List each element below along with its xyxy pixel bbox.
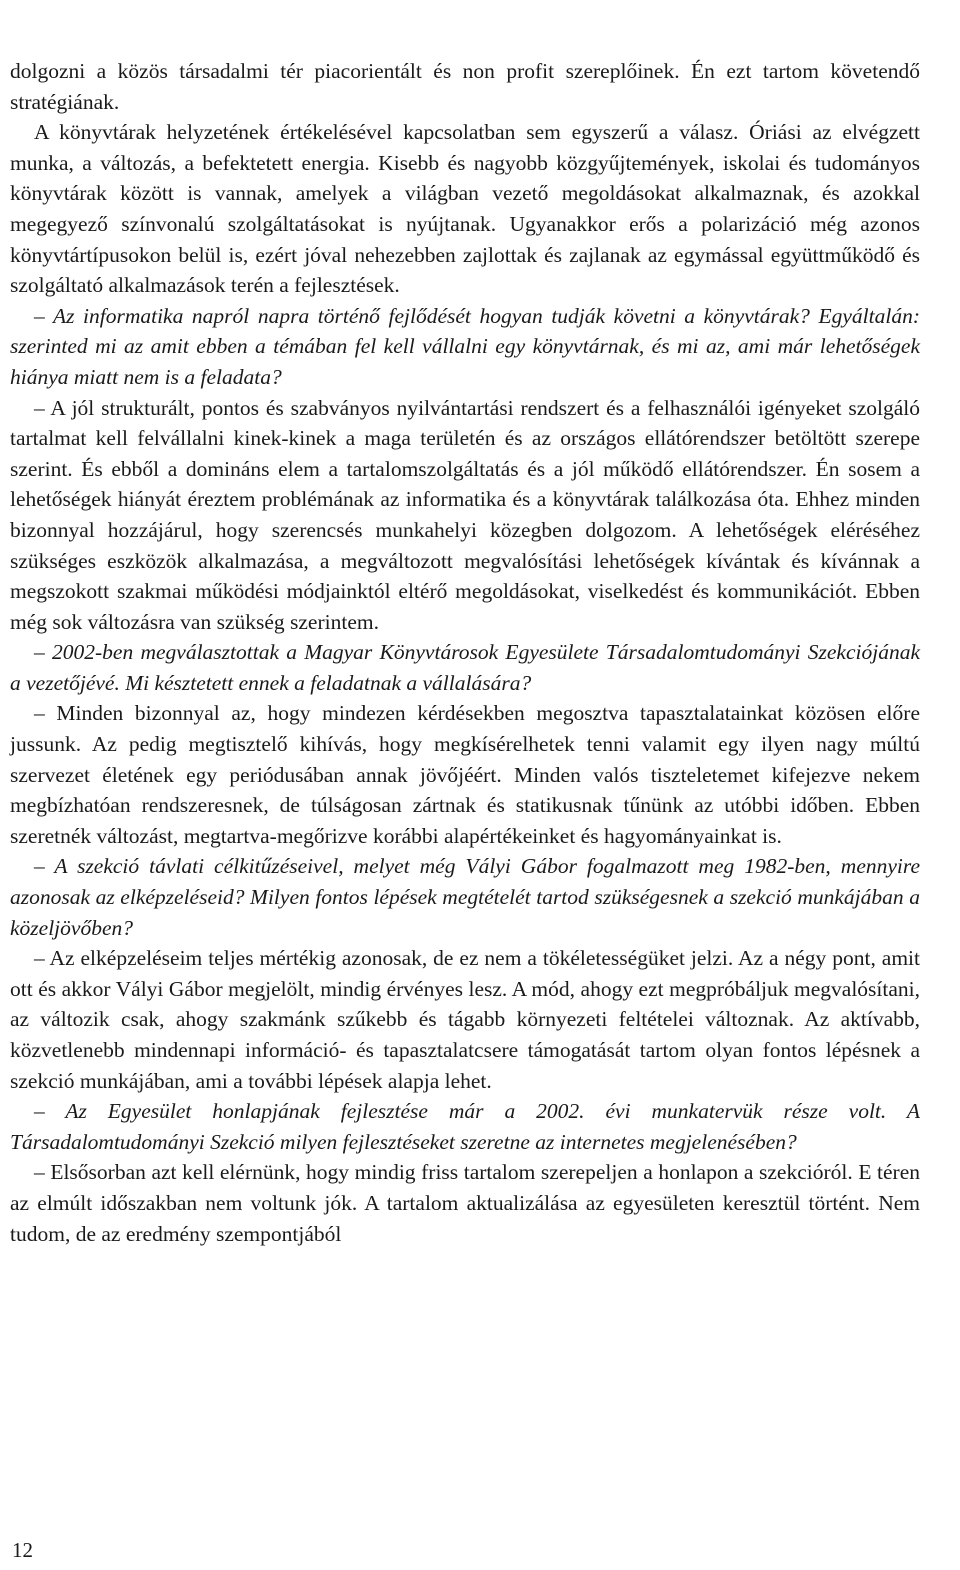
answer-informatics: – A jól strukturált, pontos és szabványos nyilvántartási rendszert és a felhasználói igényeket szolgáló tartalmat kell felvállalni kinek-kinek a maga területén és az országos ellátórendszer betöltött szerepe szerint. És ebből a domináns elem a tartalomszolgáltatás és a jól működő ellátórendszer. Én sosem a lehetőségek hiányát éreztem problémának az informatika és a könyvtárak találkozása óta. Ehhez minden bizonnyal hozzájárul, hogy szerencsés munkahelyi közegben dolgozom. A lehetőségek eléréséhez szükséges eszközök alkalmazása, a megváltozott megvalósítási lehetőségek kívántak és kívánnak a megszokott szakmai működési módjainktól eltérő megoldásokat, viselkedést és kommunikációt. Ebben még sok változásra van szükség szerintem. [10, 395, 920, 634]
question-section-goals: – A szekció távlati célkitűzéseivel, melyet még Vályi Gábor fogalmazott meg 1982-ben, mennyire azonosak az elképzeléseid? Milyen fontos lépések megtételét tartod szükségesnek a szekció munkájában a közeljövőben? [10, 854, 920, 940]
question-section-leader: – 2002-ben megválasztottak a Magyar Könyvtárosok Egyesülete Társadalomtudományi Szekciójának a vezetőjévé. Mi késztetett ennek a feladatnak a vállalására? [10, 640, 920, 695]
question-website: – Az Egyesület honlapjának fejlesztése már a 2002. évi munkatervük része volt. A Társadalomtudományi Szekció milyen fejlesztéseket szeretne az internetes megjelenésében? [10, 1099, 920, 1154]
paragraph-intro: dolgozni a közös társadalmi tér piacorientált és non profit szereplőinek. Én ezt tartom követendő stratégiának. [10, 59, 920, 114]
question-informatics: – Az informatika napról napra történő fejlődését hogyan tudják követni a könyvtárak? Egyáltalán: szerinted mi az amit ebben a témában fel kell vállalni egy könyvtárnak, és mi az, ami már lehetőségek hiánya miatt nem is a feladata? [10, 303, 920, 389]
answer-website: – Elsősorban azt kell elérnünk, hogy mindig friss tartalom szerepeljen a honlapon a szekcióról. E téren az elmúlt időszakban nem voltunk jók. A tartalom aktualizálása az egyesületen keresztül történt. Nem tudom, de az eredmény szempontjából [10, 1160, 920, 1246]
body-text [10, 56, 920, 1249]
paragraph-libraries: A könyvtárak helyzetének értékelésével kapcsolatban sem egyszerű a válasz. Óriási az elvégzett munka, a változás, a befektetett energia. Kisebb és nagyobb közgyűjtemények, iskolai és tudományos könyvtárak között is vannak, amelyek a világban vezető megoldásokat alkalmaznak, és azokkal megegyező színvonalú szolgáltatásokat is nyújtanak. Ugyanakkor erős a polarizáció még azonos könyvtártípusokon belül is, ezért jóval nehezebben zajlottak és zajlanak az egymással együttműködő és szolgáltató alkalmazások terén a fejlesztések. [10, 120, 920, 298]
answer-section-goals: – Az elképzeléseim teljes mértékig azonosak, de ez nem a tökéletességüket jelzi. Az a négy pont, amit ott és akkor Vályi Gábor megjelölt, mindig érvényes lesz. A mód, ahogy ezt megpróbáljuk megvalósítani, az változik csak, ahogy szakmánk szűkebb és tágabb környezeti feltételei változnak. Az aktívabb, közvetlenebb mindennapi információ- és tapasztalatcsere támogatását tartom olyan fontos lépésnek a szekció munkájában, ami a további lépések alapja lehet. [10, 946, 920, 1093]
page-number: 12 [12, 1538, 33, 1562]
answer-section-leader: – Minden bizonnyal az, hogy mindezen kérdésekben megosztva tapasztalatainkat közösen előre jussunk. Az pedig megtisztelő kihívás, hogy megkísérelhetek tenni valamit egy ilyen nagy múltú szervezet életének egy periódusában annak jövőjéért. Minden valós tiszteletemet kifejezve nekem megbízhatóan rendszeresnek, de túlságosan zártnak és statikusnak tűnünk az utóbbi időben. Ebben szeretnék változást, megtartva-megőrizve korábbi alapértékeinket és hagyományainkat is. [10, 701, 920, 848]
